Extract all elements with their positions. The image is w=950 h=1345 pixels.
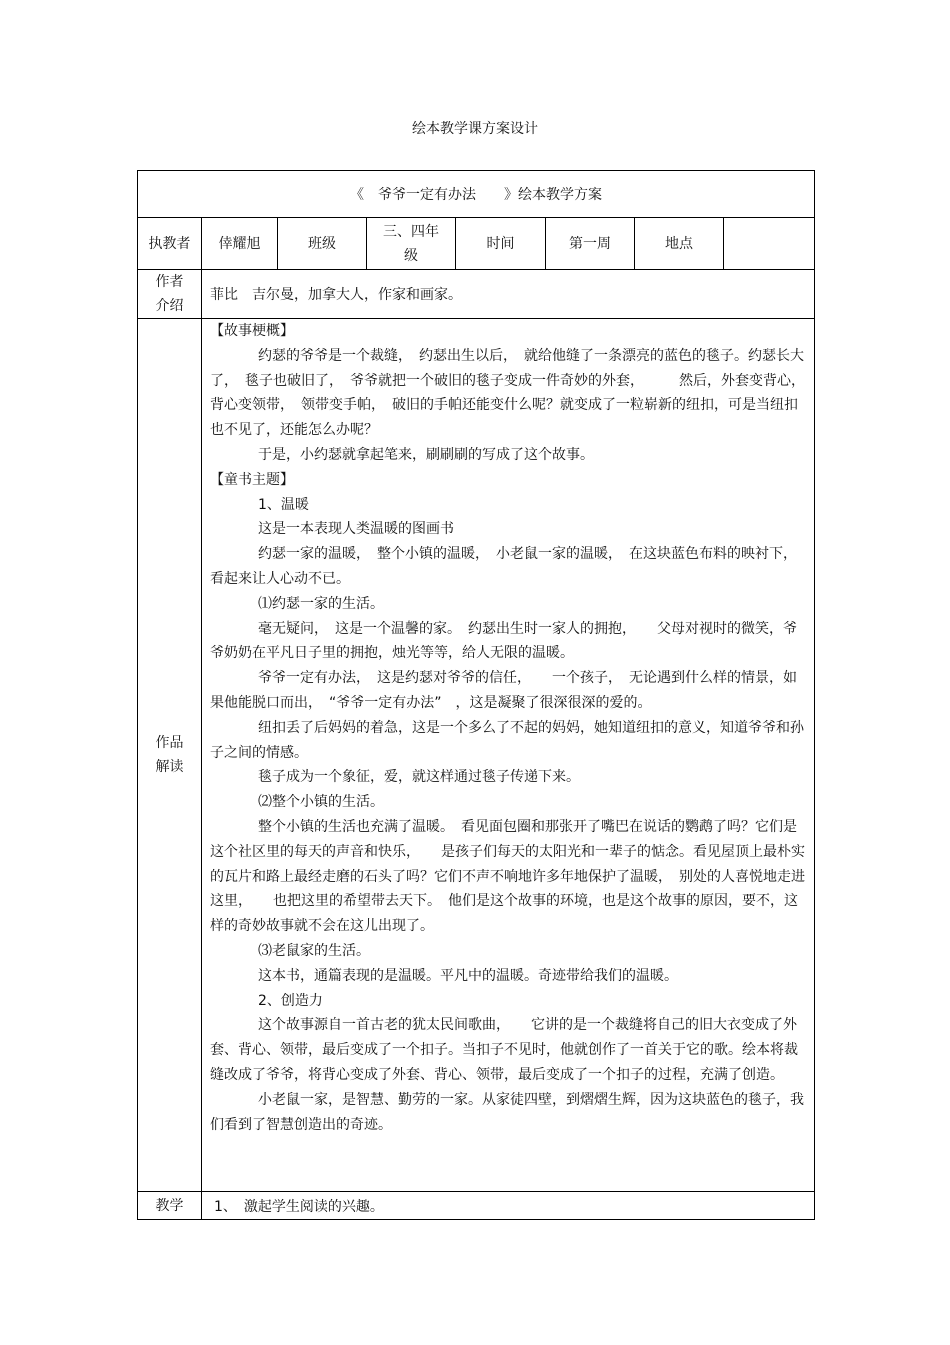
paragraph: 毫无疑问， 这是一个温馨的家。 约瑟出生时一家人的拥抱， 父母对视时的微笑，爷爷奶奶在平凡日子里的拥抱，烛光等等，给人无限的温暖。 [210, 620, 797, 662]
time-value: 第一周 [546, 218, 635, 270]
paragraph: 这本书，通篇表现的是温暖。平凡中的温暖。奇迹带给我们的温暖。 [258, 967, 678, 984]
author-text: 菲比 吉尔曼，加拿大人，作家和画家。 [202, 270, 815, 319]
place-label: 地点 [635, 218, 724, 270]
subheading: 1、温暖 [258, 496, 309, 513]
section-heading: 【故事梗概】 [210, 323, 294, 339]
reading-body [202, 319, 815, 1192]
teaching-label: 教学 [138, 1192, 202, 1220]
lesson-plan-table [137, 170, 815, 1220]
place-value [724, 218, 815, 270]
class-label: 班级 [278, 218, 367, 270]
subheading: ⑴约瑟一家的生活。 [258, 595, 384, 612]
class-value: 三、四年级 [367, 218, 456, 270]
paragraph: 约瑟一家的温暖， 整个小镇的温暖， 小老鼠一家的温暖， 在这块蓝色布料的映衬下，看起来让人心动不已。 [210, 546, 797, 587]
paragraph: 爷爷一定有办法， 这是约瑟对爷爷的信任， 一个孩子， 无论遇到什么样的情景，如果他能脱口而出， “爷爷一定有办法” ，这是凝聚了很深很深的爱的。 [210, 670, 797, 711]
paragraph: 约瑟的爷爷是一个裁缝， 约瑟出生以后， 就给他缝了一条漂亮的蓝色的毯子。约瑟长大了， 毯子也破旧了， 爷爷就把一个破旧的毯子变成一件奇妙的外套， 然后，外套变背心， 背心变领带， 领带变手帕， 破旧的手帕还能变什么呢？就变成了一粒崭新的纽扣，可是当纽扣也不见了，还能怎么办呢？ [210, 347, 812, 439]
document-title: 绘本教学课方案设计 [412, 121, 538, 137]
teaching-goal: 1、 激起学生阅读的兴趣。 [202, 1192, 815, 1220]
teacher-value: 倖耀旭 [202, 218, 278, 270]
teacher-label: 执教者 [138, 218, 202, 270]
paragraph: 这个故事源自一首古老的犹太民间歌曲， 它讲的是一个裁缝将自己的旧大衣变成了外套、背心、领带，最后变成了一个扣子。当扣子不见时，他就创作了一首关于它的歌。绘本将裁缝改成了爷爷，将背心变成了外套、背心、领带，最后变成了一个扣子的过程，充满了创造。 [210, 1017, 798, 1083]
time-label: 时间 [456, 218, 546, 270]
reading-label: 作品解读 [138, 319, 202, 1192]
subheading: ⑵整个小镇的生活。 [258, 794, 384, 811]
paragraph: 于是，小约瑟就拿起笔来，刷刷刷的写成了这个故事。 [258, 446, 594, 463]
subheading: ⑶老鼠家的生活。 [258, 942, 370, 959]
paragraph: 纽扣丢了后妈妈的着急，这是一个多么了不起的妈妈，她知道纽扣的意义，知道爷爷和孙子之间的情感。 [210, 719, 804, 761]
author-label: 作者介绍 [138, 270, 202, 319]
plan-title: 《 爷爷一定有办法 》绘本教学方案 [138, 171, 815, 218]
subheading: 2、创造力 [258, 992, 323, 1009]
paragraph: 这是一本表现人类温暖的图画书 [258, 521, 454, 538]
paragraph: 小老鼠一家，是智慧、勤劳的一家。从家徒四壁，到熠熠生辉，因为这块蓝色的毯子，我们看到了智慧创造出的奇迹。 [210, 1091, 804, 1133]
section-heading: 【童书主题】 [210, 471, 294, 488]
paragraph: 毯子成为一个象征，爱，就这样通过毯子传递下来。 [258, 769, 580, 786]
paragraph: 整个小镇的生活也充满了温暖。 看见面包圈和那张开了嘴巴在说话的鹦鹉了吗？它们是这个社区里的每天的声音和快乐， 是孩子们每天的太阳光和一辈子的惦念。看见屋顶上最朴实的瓦片和路上最经走磨的石头了吗？它们不声不响地许多年地保护了温暖， 别处的人喜悦地走进这里， 也把这里的希望带去天下。 他们是这个故事的环境，也是这个故事的原因，要不，这样的奇妙故事就不会在这儿出现了。 [210, 818, 805, 935]
